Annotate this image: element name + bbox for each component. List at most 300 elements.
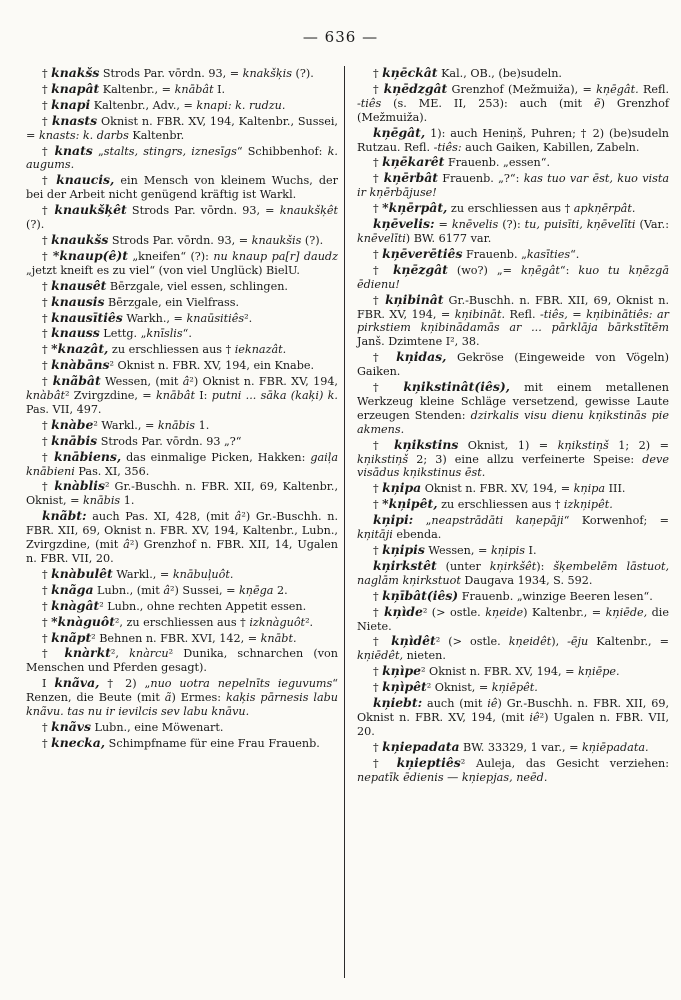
entry-text: † bbox=[373, 351, 397, 365]
dictionary-entry bbox=[357, 696, 669, 739]
entry-text: † bbox=[373, 247, 383, 261]
entry-example: ẽ bbox=[593, 96, 601, 110]
entry-text: † bbox=[373, 665, 383, 679]
entry-text: † bbox=[42, 418, 52, 432]
dictionary-entry bbox=[357, 740, 669, 755]
dictionary-entry bbox=[26, 279, 338, 294]
entry-headword: kņībât(iês) bbox=[382, 587, 459, 603]
entry-text: † bbox=[42, 114, 52, 128]
right-column bbox=[357, 66, 669, 786]
entry-text: † bbox=[42, 233, 52, 247]
entry-text: ² (> ostle. bbox=[422, 605, 486, 619]
entry-example: kņipa bbox=[573, 482, 606, 496]
entry-headword: kņēkarêt bbox=[382, 154, 445, 170]
dictionary-entry bbox=[26, 418, 338, 433]
dictionary-entry bbox=[26, 646, 338, 675]
entry-text: † bbox=[373, 635, 392, 649]
entry-text: † bbox=[42, 98, 52, 112]
entry-example: â bbox=[182, 375, 190, 389]
entry-example: kņipis bbox=[490, 544, 525, 557]
entry-text: auch Pas. XI, 428, (mit bbox=[86, 510, 235, 524]
entry-text: Oknist n. FBR. XV, 194, = bbox=[421, 482, 574, 496]
entry-text: ²) Gr.-Buschh. n. FBR. XII, 69, Oknist n. FBR. XV, 194, Kaltenbr., Lubn., Zvirgzdine, (mit bbox=[26, 510, 339, 552]
entry-text: ² Oknist n. FBR. XV, 194, = bbox=[421, 665, 579, 679]
entry-example: kņiēpe. bbox=[578, 665, 620, 679]
entry-headword: knàblis bbox=[54, 478, 105, 494]
entry-text: nieten. bbox=[403, 649, 446, 663]
entry-text: zu erschliessen aus † bbox=[447, 202, 574, 216]
entry-text: Kal., OB., (be)sudeln. bbox=[437, 67, 562, 80]
entry-example: kņiēde, bbox=[605, 605, 648, 619]
entry-text: zu erschliessen aus † bbox=[437, 498, 564, 512]
entry-headword: knausis bbox=[51, 293, 105, 309]
entry-example: knābis bbox=[83, 494, 121, 508]
entry-headword: knãva, bbox=[54, 675, 100, 691]
dictionary-entry bbox=[26, 631, 338, 646]
entry-text: ² Warkl., = bbox=[93, 418, 158, 432]
dictionary-entry bbox=[26, 583, 338, 598]
entry-text: † bbox=[373, 482, 383, 496]
entry-text: Strods Par. vōrdn. 93, = bbox=[99, 67, 243, 80]
entry-example: kasīties bbox=[526, 247, 571, 261]
entry-example: kuo tu kņēzgā ēdienu! bbox=[357, 263, 669, 291]
entry-headword: knecka, bbox=[51, 734, 106, 750]
entry-headword: knàbe bbox=[51, 416, 94, 432]
dictionary-entry bbox=[357, 438, 669, 481]
entry-headword: kņēckât bbox=[382, 65, 438, 80]
entry-text: † bbox=[42, 174, 57, 188]
entry-text: ²) Grenzhof n. FBR. XII, 14, Ugalen n. FBR. VII, 20. bbox=[26, 538, 338, 565]
dictionary-entry bbox=[357, 201, 669, 216]
entry-text: † bbox=[373, 82, 384, 96]
entry-text: Wessen, = bbox=[424, 544, 491, 557]
column-divider bbox=[344, 66, 345, 978]
dictionary-entry bbox=[357, 247, 669, 262]
entry-text: ) BW. 6177 var. bbox=[405, 231, 492, 245]
entry-text: ) Kaltenbr., = bbox=[523, 605, 606, 619]
dictionary-entry bbox=[26, 66, 338, 81]
entry-text: † bbox=[373, 156, 383, 170]
entry-headword: knàrkt bbox=[64, 645, 111, 661]
entry-example: kņeidêt bbox=[508, 635, 552, 649]
entry-text: “: bbox=[559, 263, 579, 277]
entry-headword: knaukšķêt bbox=[54, 202, 127, 218]
entry-text: Daugava 1934, S. 592. bbox=[460, 573, 593, 587]
entry-headword: kņieptiês bbox=[396, 754, 461, 770]
entry-example: k. augums. bbox=[26, 144, 338, 172]
entry-text: ². bbox=[305, 615, 314, 629]
entry-headword: knaucis, bbox=[56, 172, 115, 188]
entry-example: kņikstiņš bbox=[357, 452, 409, 466]
entry-text: † bbox=[42, 567, 52, 581]
entry-text: ²) Sussei, = bbox=[170, 583, 239, 597]
entry-text: 1; 2) = bbox=[608, 438, 670, 452]
entry-example: ã bbox=[164, 691, 172, 705]
entry-text: Kaltenbr., Adv., = bbox=[90, 98, 197, 112]
dictionary-entry bbox=[357, 513, 669, 542]
entry-headword: knãvs bbox=[51, 718, 91, 734]
entry-text: die Niete. bbox=[357, 605, 669, 633]
entry-text: ² (> ostle. bbox=[435, 635, 509, 649]
entry-text: mit einem metallenen Werkzeug kleine Schläge versetzend, gewisse Laute erzeugen Stenden: bbox=[357, 381, 669, 422]
entry-example: kņikstiņš bbox=[557, 438, 609, 452]
dictionary-entry bbox=[357, 155, 669, 170]
entry-example: -tiês, bbox=[540, 307, 568, 321]
dictionary-entry bbox=[26, 450, 338, 479]
dictionary-entry bbox=[26, 249, 338, 278]
dictionary-entry bbox=[357, 664, 669, 679]
dictionary-entry bbox=[26, 358, 338, 373]
entry-headword: *knazât, bbox=[51, 341, 109, 357]
entry-text: † bbox=[42, 450, 54, 464]
entry-text: (s. ME. II, 253): auch (mit bbox=[381, 96, 594, 110]
entry-example: knaukšis bbox=[251, 233, 302, 247]
entry-example: šķembelēm lāstuot, naglām kņirkstuot bbox=[357, 559, 670, 587]
entry-text: † bbox=[42, 67, 52, 80]
entry-example: kņeide bbox=[485, 605, 524, 619]
dictionary-entry bbox=[357, 380, 669, 437]
entry-text: † bbox=[373, 740, 383, 754]
entry-text: † bbox=[42, 480, 55, 494]
entry-text: Schimpfname für eine Frau Frauenb. bbox=[105, 736, 320, 750]
entry-headword: knaukšs bbox=[51, 231, 109, 247]
entry-text: Oknist, 1) = bbox=[458, 438, 558, 452]
entry-example: kņiēpêt. bbox=[491, 681, 538, 695]
entry-text: † bbox=[42, 615, 52, 629]
entry-text: Warkl., = bbox=[112, 567, 173, 581]
dictionary-entry bbox=[26, 295, 338, 310]
entry-text: BW. 33329, 1 var., = bbox=[459, 740, 582, 754]
entry-example: ieknazât. bbox=[234, 343, 287, 357]
entry-text: Lubn., eine Möwenart. bbox=[90, 720, 224, 734]
entry-example: iê bbox=[487, 697, 498, 711]
entry-text: ), bbox=[551, 635, 568, 649]
entry-text: Bērzgale, ein Vielfrass. bbox=[104, 295, 240, 309]
entry-headword: knãpt bbox=[51, 629, 92, 645]
entry-headword: kņipi: bbox=[373, 512, 414, 528]
entry-headword: knapât bbox=[51, 80, 100, 96]
entry-text: ) Grenzhof (Mežmuiža). bbox=[357, 96, 669, 124]
entry-headword: knausītiês bbox=[51, 309, 123, 325]
dictionary-entry bbox=[357, 350, 669, 379]
dictionary-entry bbox=[357, 126, 669, 155]
entry-example: knābuļuôt. bbox=[172, 567, 234, 581]
dictionary-entry bbox=[26, 434, 338, 449]
left-column bbox=[26, 66, 338, 752]
dictionary-entry bbox=[357, 680, 669, 695]
entry-text: Frauenb. „ bbox=[462, 247, 527, 261]
entry-text: † bbox=[42, 647, 65, 661]
entry-text: (unter bbox=[436, 559, 490, 573]
entry-text: (?). bbox=[26, 218, 45, 232]
entry-headword: knàbulêt bbox=[51, 565, 113, 581]
dictionary-entry bbox=[357, 171, 669, 200]
entry-example: izkņipêt. bbox=[563, 498, 613, 512]
entry-example: nepatīk ēdienis — kņiepjas, neēd. bbox=[357, 770, 548, 784]
entry-text: „ bbox=[413, 514, 432, 528]
entry-headword: kņìpêt bbox=[382, 679, 427, 695]
entry-text: Lettg. „ bbox=[99, 327, 147, 341]
entry-headword: knãbt: bbox=[42, 508, 87, 524]
dictionary-entry bbox=[357, 497, 669, 512]
entry-text: † bbox=[42, 249, 53, 263]
dictionary-entry bbox=[26, 144, 338, 173]
entry-example: knakšķis bbox=[242, 67, 292, 80]
entry-text: † bbox=[373, 381, 404, 395]
entry-example: tu, puisīti, kņēvelīti bbox=[524, 218, 636, 232]
entry-headword: knasts bbox=[51, 112, 98, 128]
entry-example: dzirkalis visu dienu kņikstinās pie akmens. bbox=[357, 408, 669, 436]
entry-text: = bbox=[567, 307, 587, 321]
dictionary-entry bbox=[357, 756, 669, 785]
dictionary-entry bbox=[26, 599, 338, 614]
entry-text: 1): auch Heniņš, Puhren; † 2) (be)sudeln Rutzau. Refl. bbox=[357, 126, 669, 154]
entry-headword: kņēzgât bbox=[392, 261, 448, 277]
entry-text: † bbox=[42, 631, 52, 645]
dictionary-entry bbox=[357, 481, 669, 496]
entry-text: das einmalige Picken, Hakken: bbox=[121, 450, 311, 464]
entry-text: 2; 3) eine allzu verfeinerte Speise: bbox=[408, 452, 643, 466]
entry-example: iê bbox=[529, 710, 540, 724]
dictionary-entry bbox=[26, 311, 338, 326]
entry-text: ² Lubn., ohne rechten Appetit essen. bbox=[99, 599, 307, 613]
entry-headword: kņipis bbox=[382, 542, 425, 557]
entry-example: izknàguôt bbox=[249, 615, 306, 629]
entry-text: 1. bbox=[120, 494, 135, 508]
entry-text: “. bbox=[570, 247, 580, 261]
entry-text: † bbox=[373, 438, 395, 452]
entry-example: knàrcu bbox=[129, 647, 169, 661]
entry-headword: kņēvelis: bbox=[373, 216, 435, 232]
dictionary-entry bbox=[26, 615, 338, 630]
entry-text: ² Oknist n. FBR. XV, 194, ein Knabe. bbox=[109, 359, 315, 373]
dictionary-entry bbox=[26, 98, 338, 113]
entry-headword: knābiens, bbox=[53, 448, 122, 464]
entry-text: ein Mensch von kleinem Wuchs, der bei der Arbeit nicht genügend kräftig ist Warkl. bbox=[26, 174, 339, 202]
entry-text: Grenzhof (Mežmuiža), = bbox=[447, 82, 597, 96]
entry-text: “. bbox=[182, 327, 192, 341]
dictionary-entry bbox=[26, 676, 338, 719]
entry-headword: kņēdzgât bbox=[383, 80, 448, 96]
entry-text: † bbox=[373, 589, 383, 603]
dictionary-entry bbox=[357, 66, 669, 81]
entry-headword: knàgât bbox=[51, 597, 100, 613]
entry-text: (Var.: bbox=[635, 218, 669, 232]
entry-text: † bbox=[42, 720, 52, 734]
entry-text: ² Behnen n. FBR. XVI, 142, = bbox=[91, 631, 261, 645]
entry-text: † bbox=[373, 293, 386, 307]
dictionary-entry bbox=[26, 567, 338, 582]
entry-text: † bbox=[42, 434, 52, 448]
dictionary-entry bbox=[357, 543, 669, 558]
entry-text: † bbox=[42, 279, 52, 293]
entry-example: kņēgât bbox=[520, 263, 560, 277]
entry-text: † bbox=[42, 311, 52, 325]
entry-text: (?). bbox=[301, 233, 324, 247]
entry-headword: kņērbât bbox=[383, 170, 439, 186]
entry-example: kas tuo var ēst, kuo vista ir kņērbājuse! bbox=[357, 172, 669, 200]
entry-text: ²) Oknist n. FBR. XV, 194, bbox=[189, 375, 338, 389]
entry-headword: kņēverētiês bbox=[382, 245, 463, 261]
entry-example: knasts: k. darbs bbox=[38, 128, 129, 142]
entry-text: † bbox=[373, 172, 384, 186]
entry-example: nu knaup pa[r] daudz bbox=[213, 249, 338, 263]
entry-example: apkņērpât. bbox=[573, 202, 636, 216]
entry-headword: knakšs bbox=[51, 65, 100, 80]
entry-text: ): bbox=[536, 559, 554, 573]
entry-example: -ēju bbox=[567, 635, 589, 649]
entry-text: † bbox=[42, 327, 52, 341]
entry-headword: knãbât bbox=[52, 373, 101, 389]
entry-text: ² Auleja, das Gesicht verziehen: bbox=[460, 756, 669, 770]
entry-text: ebenda. bbox=[392, 528, 442, 542]
entry-text: Bērzgale, viel essen, schlingen. bbox=[106, 279, 288, 293]
entry-text: I. bbox=[524, 544, 537, 557]
entry-example: knēvelīti bbox=[357, 231, 406, 245]
entry-text: (wo?) „= bbox=[447, 263, 521, 277]
entry-example: putni ... sāka (kaķi) k. bbox=[211, 389, 338, 403]
entry-example: knābis bbox=[157, 418, 196, 432]
entry-text: Janš. Dzimtene I², 38. bbox=[357, 335, 480, 349]
entry-text: ² Oknist, = bbox=[426, 681, 492, 695]
entry-example: stalts, stingrs, iznesīgs bbox=[103, 144, 237, 158]
entry-text: Strods Par. vōrdn. 93, = bbox=[108, 233, 252, 247]
entry-headword: knats bbox=[54, 142, 93, 158]
entry-example: â bbox=[163, 583, 170, 597]
entry-headword: knapi bbox=[51, 96, 91, 112]
entry-text: Refl. bbox=[505, 307, 540, 321]
entry-example: knābât bbox=[155, 389, 195, 403]
entry-text: † bbox=[373, 605, 384, 619]
entry-example: knēvelis bbox=[451, 218, 499, 232]
entry-text: (?): bbox=[498, 218, 525, 232]
entry-text: zu erschliessen aus † bbox=[108, 343, 235, 357]
dictionary-entry bbox=[357, 589, 669, 604]
dictionary-entry bbox=[357, 605, 669, 634]
entry-text: † bbox=[373, 263, 393, 277]
entry-text: I bbox=[42, 677, 55, 691]
dictionary-entry bbox=[26, 479, 338, 508]
entry-text: ² Zvirgzdine, = bbox=[64, 389, 156, 403]
entry-text: Pas. VII, 497. bbox=[26, 402, 102, 416]
dictionary-entry bbox=[26, 326, 338, 341]
entry-headword: knābis bbox=[51, 432, 98, 448]
entry-text: Gr.-Buschh. n. FBR. XII, 69, Oknist n. FBR. XV, 194, = bbox=[357, 293, 670, 321]
dictionary-entry bbox=[26, 233, 338, 248]
entry-text: † bbox=[373, 67, 383, 80]
entry-headword: knausêt bbox=[51, 277, 107, 293]
entry-text: † bbox=[373, 544, 383, 557]
dictionary-entry bbox=[357, 82, 669, 125]
entry-text: 2. bbox=[273, 583, 288, 597]
entry-text: Strods Par. vōrdn. 93, = bbox=[126, 204, 280, 218]
dictionary-entry bbox=[26, 114, 338, 143]
entry-text: Oknist n. FBR. XV, 194, Kaltenbr., Sussei, = bbox=[26, 114, 338, 142]
entry-headword: kņìde bbox=[383, 603, 423, 619]
dictionary-entry bbox=[357, 217, 669, 246]
entry-headword: kņikstins bbox=[394, 436, 459, 452]
entry-text: Warkh., = bbox=[122, 311, 187, 325]
entry-text: † bbox=[42, 144, 55, 158]
entry-text: Frauenb. „?“: bbox=[438, 172, 524, 186]
entry-text: “ Korwenhof; = bbox=[563, 514, 669, 528]
entry-text: „jetzt kneift es zu viel“ (von viel Unglück) BielU. bbox=[26, 263, 300, 277]
entry-text: Gekröse (Eingeweide von Vögeln) Gaiken. bbox=[357, 351, 669, 379]
dictionary-entry bbox=[26, 342, 338, 357]
entry-text: † bbox=[42, 736, 52, 750]
entry-text: † bbox=[42, 375, 53, 389]
entry-text: „ bbox=[92, 144, 104, 158]
entry-example: â bbox=[234, 510, 242, 524]
entry-example: kaķis pārnesis labu knãvu. tas nu ir ievilcis sev labu knāvu. bbox=[26, 691, 339, 719]
entry-headword: kņipa bbox=[382, 480, 422, 496]
entry-example: deve visādus kņikstinus ēst. bbox=[357, 452, 669, 480]
entry-example: kņibināt. bbox=[454, 307, 505, 321]
entry-headword: kņibinât bbox=[385, 291, 444, 307]
entry-headword: *kņipêt, bbox=[382, 496, 438, 512]
entry-example: knaukšķêt bbox=[279, 204, 338, 218]
entry-headword: kņiepadata bbox=[382, 738, 460, 754]
dictionary-entry bbox=[26, 720, 338, 735]
entry-headword: kņirkstêt bbox=[373, 557, 437, 573]
entry-text: † bbox=[373, 756, 397, 770]
entry-example: â bbox=[123, 538, 130, 552]
entry-text: † bbox=[42, 204, 55, 218]
entry-example: kņēgât. bbox=[596, 82, 639, 96]
entry-text: ² Gr.-Buschh. n. FBR. XII, 69, Kaltenbr., Oknist, = bbox=[26, 480, 339, 508]
dictionary-entry bbox=[357, 634, 669, 663]
entry-example: knābât bbox=[174, 82, 214, 96]
dictionary-entry bbox=[357, 263, 669, 292]
entry-text: ²) Ugalen n. FBR. VII, 20. bbox=[357, 710, 670, 738]
dictionary-entry bbox=[26, 82, 338, 97]
entry-example: kņitāji bbox=[357, 528, 393, 542]
entry-text: ) Ermes: bbox=[171, 691, 226, 705]
entry-example: -tiês: bbox=[433, 140, 462, 154]
entry-headword: *kņērpât, bbox=[382, 200, 448, 216]
entry-example: knīslis bbox=[146, 327, 183, 341]
entry-headword: knauss bbox=[51, 325, 100, 341]
entry-text: ² Dunika, schnarchen (von Menschen und Pferden gesagt). bbox=[26, 647, 338, 675]
entry-text: † bbox=[42, 359, 52, 373]
entry-example: knàbât bbox=[26, 389, 65, 403]
entry-headword: kņēgât, bbox=[373, 124, 426, 140]
entry-text: (?). bbox=[291, 67, 314, 80]
entry-text: † bbox=[373, 681, 383, 695]
entry-example: neapstrādāti kaņepāji bbox=[431, 514, 564, 528]
entry-text: “ Schibbenhof: bbox=[236, 144, 328, 158]
entry-headword: *knaup(ê)t bbox=[52, 247, 128, 263]
entry-headword: kņikstinât(iês), bbox=[403, 379, 511, 395]
entry-example: knapi: k. rudzu. bbox=[196, 98, 286, 112]
entry-text: † bbox=[42, 343, 52, 357]
entry-text: † 2) „ bbox=[99, 677, 151, 691]
entry-text: † bbox=[42, 295, 52, 309]
dictionary-entry bbox=[357, 559, 669, 588]
entry-text: auch (mit bbox=[422, 697, 488, 711]
entry-example: knaūsitiês bbox=[186, 311, 245, 325]
entry-text: Kaltenbr. bbox=[128, 128, 185, 142]
entry-example: kņiēdêt, bbox=[357, 649, 404, 663]
entry-text: Strods Par. vōrdn. 93 „?“ bbox=[97, 434, 242, 448]
entry-example: knābt. bbox=[260, 631, 297, 645]
entry-headword: knàbāns bbox=[51, 357, 110, 373]
entry-text: Pas. XI, 356. bbox=[74, 464, 150, 478]
entry-example: kņirkšêt bbox=[489, 559, 537, 573]
dictionary-entry bbox=[26, 374, 338, 417]
entry-text: ) Gr.-Buschh. n. FBR. XII, 69, Oknist n. FBR. XV, 194, (mit bbox=[357, 697, 670, 724]
dictionary-entry bbox=[26, 736, 338, 751]
